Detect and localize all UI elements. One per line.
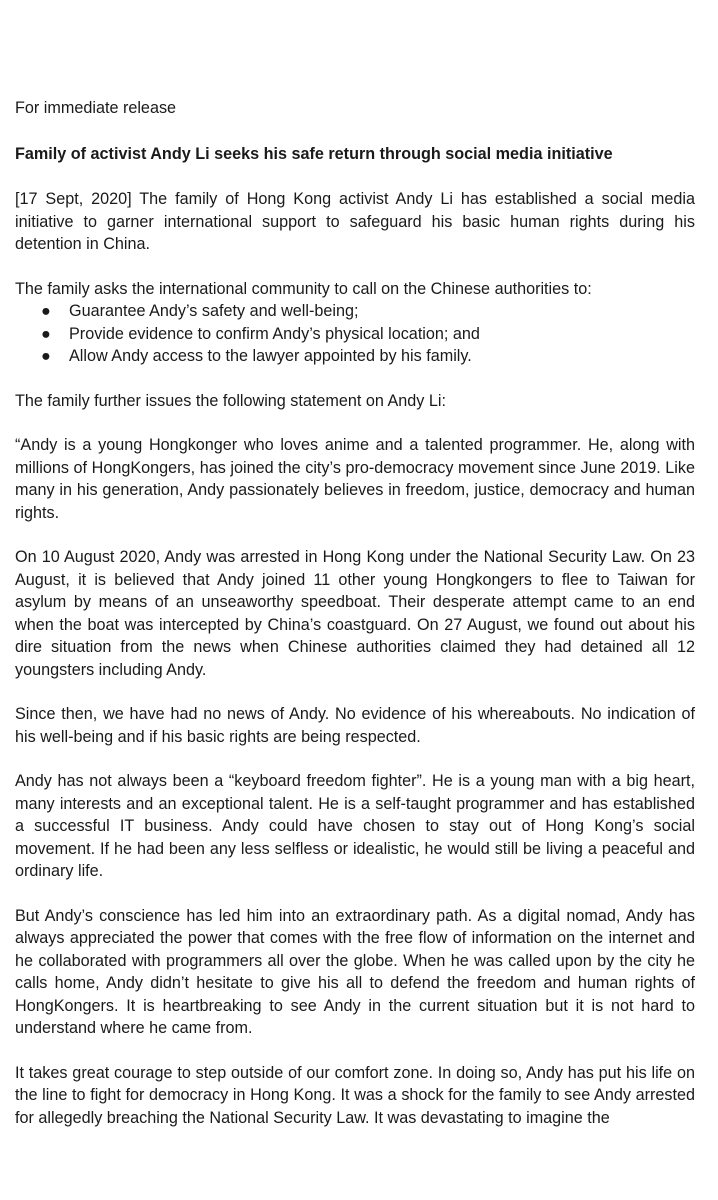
intro-paragraph: [17 Sept, 2020] The family of Hong Kong activist Andy Li has established a social media initiative to garner international support to safeguard his basic human rights during his detention in China. [15, 190, 695, 253]
list-item [15, 300, 695, 323]
statement-paragraph: Andy has not always been a “keyboard freedom fighter”. He is a young man with a big heart, many interests and an exceptional talent. He is a self-taught programmer and has established a successful IT business. Andy could have chosen to stay out of Hong Kong’s social movement. If he had been any less selfless or idealistic, he would still be living a peaceful and ordinary life. [15, 772, 695, 880]
asks-list [15, 300, 695, 368]
statement-paragraph: It takes great courage to step outside of our comfort zone. In doing so, Andy has put his life on the line to fight for democracy in Hong Kong. It was a shock for the family to see Andy arrested for allegedly breaching the National Security Law. It was devastating to imagine the [15, 1063, 695, 1127]
bullet-icon: ● [41, 347, 51, 365]
bullet-icon: ● [41, 302, 51, 320]
statement-intro: The family further issues the following statement on Andy Li: [15, 391, 446, 410]
statement-paragraph: But Andy’s conscience has led him into an extraordinary path. As a digital nomad, Andy has always appreciated the power that comes with the free flow of information on the internet and he collaborated with programmers all over the globe. When he was called upon by the city he calls home, Andy didn’t hesitate to give his all to defend the freedom and human rights of HongKongers. It is heartbreaking to see Andy in the current situation but it is not hard to understand where he came from. [15, 906, 695, 1037]
list-item [15, 345, 695, 368]
press-release-document [15, 97, 695, 1151]
statement-paragraph: “Andy is a young Hongkonger who loves anime and a talented programmer. He, along with millions of HongKongers, has joined the city’s pro-democracy movement since June 2019. Like many in his generation, Andy passionately believes in freedom, justice, democracy and human rights. [15, 436, 695, 522]
headline: Family of activist Andy Li seeks his safe return through social media initiative [15, 144, 613, 163]
ask-intro: The family asks the international community to call on the Chinese authorities to: [15, 279, 592, 298]
statement-paragraph: On 10 August 2020, Andy was arrested in Hong Kong under the National Security Law. On 23 August, it is believed that Andy joined 11 other young Hongkongers to flee to Taiwan for asylum by means of an unseaworthy speedboat. Their desperate attempt came to an end when the boat was intercepted by China’s coastguard. On 27 August, we found out about his dire situation from the news when Chinese authorities claimed they had detained all 12 youngsters including Andy. [15, 548, 695, 679]
bullet-icon: ● [41, 324, 51, 343]
ask-text: Guarantee Andy’s safety and well-being; [69, 302, 359, 320]
ask-text: Provide evidence to confirm Andy’s physical location; and [69, 324, 480, 343]
release-label: For immediate release [15, 99, 177, 117]
ask-text: Allow Andy access to the lawyer appointed by his family. [69, 347, 472, 365]
list-item [15, 323, 695, 346]
statement-paragraph: Since then, we have had no news of Andy. No evidence of his whereabouts. No indication of his well-being and if his basic rights are being respected. [15, 705, 695, 746]
